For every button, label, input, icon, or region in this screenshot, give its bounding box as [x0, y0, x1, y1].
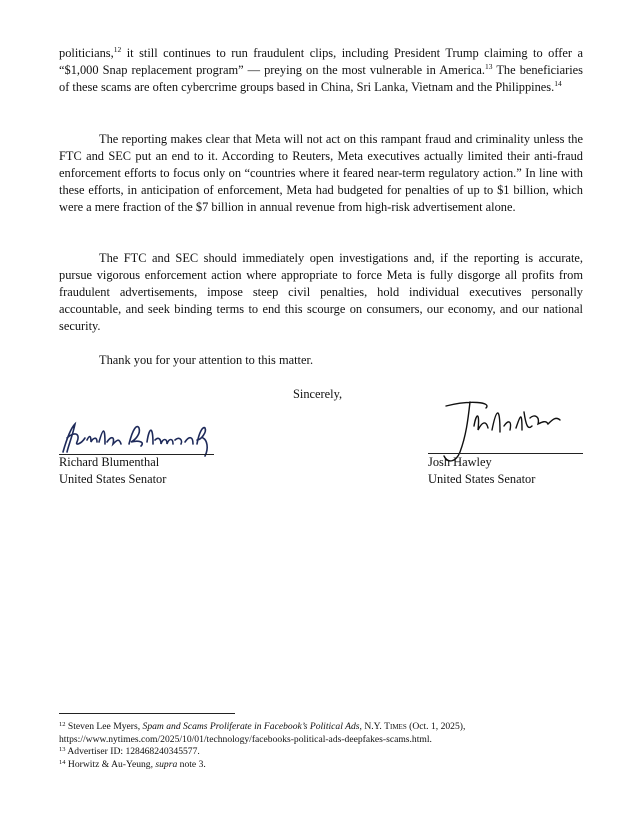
footnote-text: Horwitz & Au-Yeung, — [67, 758, 156, 770]
signatory-title: United States Senator — [428, 472, 536, 486]
footnote-ref-14: 14 — [554, 79, 562, 88]
paragraph-continuation — [59, 45, 583, 96]
signatory-hawley — [428, 454, 535, 488]
signatory-title: United States Senator — [59, 472, 167, 486]
footnote-ref-12: 12 — [113, 45, 122, 54]
footnote-ref-13: 13 — [485, 62, 493, 71]
footnote-12-url: https://www.nytimes.com/2025/10/01/technology/facebooks-political-ads-deepfakes-scams.html. — [59, 733, 432, 745]
footnote-author: Steven Lee Myers, — [67, 721, 143, 732]
paragraph-reporting: The reporting makes clear that Meta will not act on this rampant fraud and criminality unless the FTC and SEC put an end to it. According to Reuters, Meta executives actually limited their anti-fraud enforcement efforts to focus only on “countries where it feared near-term regulatory action.” In line with these efforts, in anticipation of enforcement, Meta had budgeted for penalties of up to $1 billion, which were a mere fraction of the $7 billion in annual revenue from high-risk advertisement alone. — [59, 132, 583, 214]
paragraph-request: The FTC and SEC should immediately open investigations and, if the reporting is accurate, pursue vigorous enforcement action where appropriate to force Meta is fully disgorge all profits from fraudulent advertisements, impose steep civil penalties, hold individual executives personally accountable, and seek binding terms to end this scourge on consumers, our economy, and our national security. — [59, 251, 583, 333]
footnote-number: 14 — [59, 758, 66, 766]
paragraph-thanks: Thank you for your attention to this matter. — [99, 353, 314, 367]
footnote-rule — [59, 713, 235, 714]
signatory-blumenthal — [59, 454, 166, 488]
footnotes — [59, 721, 599, 771]
signatory-name: Josh Hawley — [428, 455, 492, 469]
p1-text-c: The beneficiaries of these scams are often cybercrime groups based in China, Sri Lanka, Vietnam and the Philippines. — [59, 63, 583, 94]
footnote-supra: supra — [155, 758, 178, 770]
footnote-14 — [59, 759, 599, 772]
signature-blumenthal-graphic — [57, 418, 217, 458]
closing: Sincerely, — [293, 387, 343, 401]
footnote-number: 13 — [59, 746, 66, 753]
footnote-publication: , N.Y. — [359, 721, 385, 732]
footnote-12 — [59, 721, 599, 734]
footnote-number: 12 — [59, 721, 66, 728]
footnote-text-end: note 3. — [177, 758, 206, 770]
signatory-name: Richard Blumenthal — [59, 455, 160, 469]
p1-text-b: it still continues to run fraudulent clips, including President Trump claiming to offer a “$1,000 Snap replacement program” — preying on the most vulnerable in America. — [59, 46, 583, 77]
footnote-13 — [59, 746, 599, 759]
footnote-article-title: Spam and Scams Proliferate in Facebook’s Political Ads — [142, 721, 360, 732]
footnote-text: Advertiser ID: 128468240345577. — [67, 746, 200, 757]
p1-text-a: politicians, — [59, 46, 114, 60]
footnote-date: (Oct. 1, 2025), — [406, 721, 466, 732]
footnote-publication-sc: Times — [384, 721, 407, 732]
